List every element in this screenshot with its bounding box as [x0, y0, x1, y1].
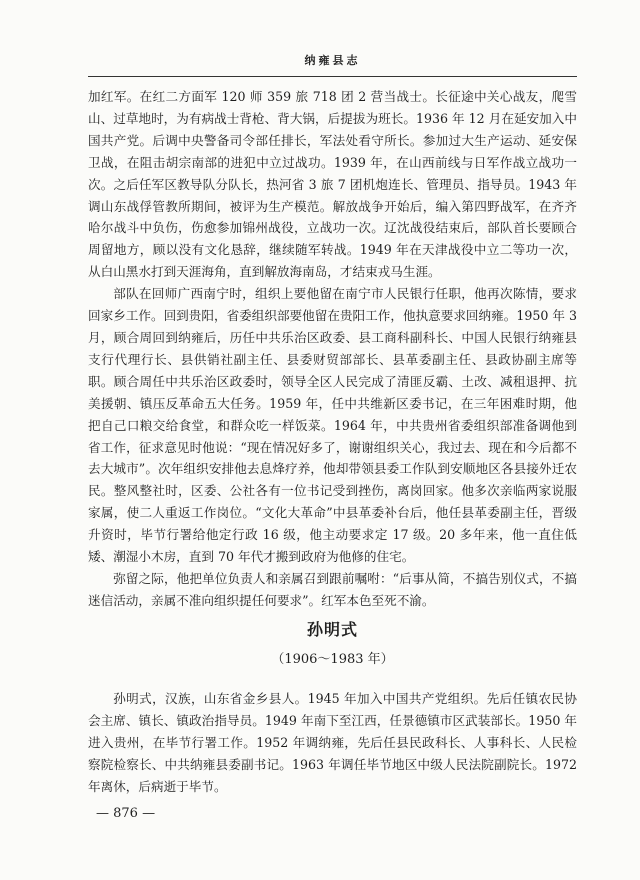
- biography-years: （1906～1983 年）: [271, 652, 394, 667]
- main-text: [88, 86, 577, 612]
- running-header: 纳雍县志: [304, 54, 361, 67]
- biography-paragraph: 孙明式，汉族，山东省金乡县人。1945 年加入中国共产党组织。先后任镇农民协会主席、镇长、镇政治指导员。1949 年南下至江西，任景德镇市区武装部长。1950 年进入贵州，在毕节行署工作。1952 年调纳雍，先后任县民政科长、人事科长、人民检察院检察长、中共纳雍县委副书记。1963 年调任毕节地区中级人民法院副院长。1972 年离休，后病逝于毕节。: [88, 691, 577, 794]
- paragraph-3: 弥留之际，他把单位负责人和亲属召到跟前嘱咐：“后事从简，不搞告别仪式，不搞迷信活动，亲属不准向组织提任何要求”。红军本色至死不渝。: [88, 570, 577, 608]
- paragraph-1: 加红军。在红二方面军 120 师 359 旅 718 团 2 营当战士。长征途中关心战友，爬雪山、过草地时，为有病战士背枪、背大锅，后提拔为班长。1936 年 12 月在延安加入中国共产党。后调中央警备司令部任排长，军法处看守所长。参加过大生产运动、延安保卫战，在阻击胡宗南部的进犯中立过战功。1939 年，在山西前线与日军作战立战功一次。之后任军区教导队分队长，热河省 3 旅 7 团机炮连长、管理员、指导员。1943 年调山东战俘管教所期间，被评为生产模范。解放战争开始后，编入第四野战军，在齐齐哈尔战斗中负伤，伤愈参加锦州战役，立战功一次。辽沈战役结束后，部队首长要顾合周留地方，顾以没有文化恳辞，继续随军转战。1949 年在天津战役中立二等功一次，从白山黑水打到天涯海角，直到解放海南岛，才结束戎马生涯。: [88, 89, 577, 280]
- paragraph-2: 部队在回师广西南宁时，组织上要他留在南宁市人民银行任职，他再次陈情，要求回家乡工作。回到贵阳，省委组织部要他留在贵阳工作，他执意要求回纳雍。1950 年 3 月，顾合周回到纳雍后，历任中共乐治区政委、县工商科副科长、中国人民银行纳雍县支行代理行长、县供销社副主任、县委财贸部部长、县革委副主任、县政协副主席等职。顾合周任中共乐治区政委时，领导全区人民完成了清匪反霸、土改、减租退押、抗美援朝、镇压反革命五大任务。1959 年，任中共维新区委书记，在三年困难时期，他把自己口粮交给食堂，和群众吃一样饭菜。1964 年，中共贵州省委组织部准备调他到省工作，征求意见时他说：“现在情况好多了，谢谢组织关心，我过去、现在和今后都不去大城市”。次年组织安排他去息烽疗养，他却带领县委工作队到安顺地区各县接外迁农民。整风整社时，区委、公社各有一位书记受到挫伤，离岗回家。他多次亲临两家说服家属，使二人重返工作岗位。“文化大革命”中县革委补台后，他任县革委副主任，晋级升资时，毕节行署给他定行政 16 级，他主动要求定 17 级。20 多年来，他一直住低矮、潮湿小木房，直到 70 年代才搬到政府为他修的住宅。: [88, 286, 577, 565]
- biography-title: 孙明式: [306, 620, 358, 639]
- page-number: — 876 —: [96, 806, 156, 821]
- header-rule: [88, 76, 577, 77]
- biography-text: [88, 688, 577, 798]
